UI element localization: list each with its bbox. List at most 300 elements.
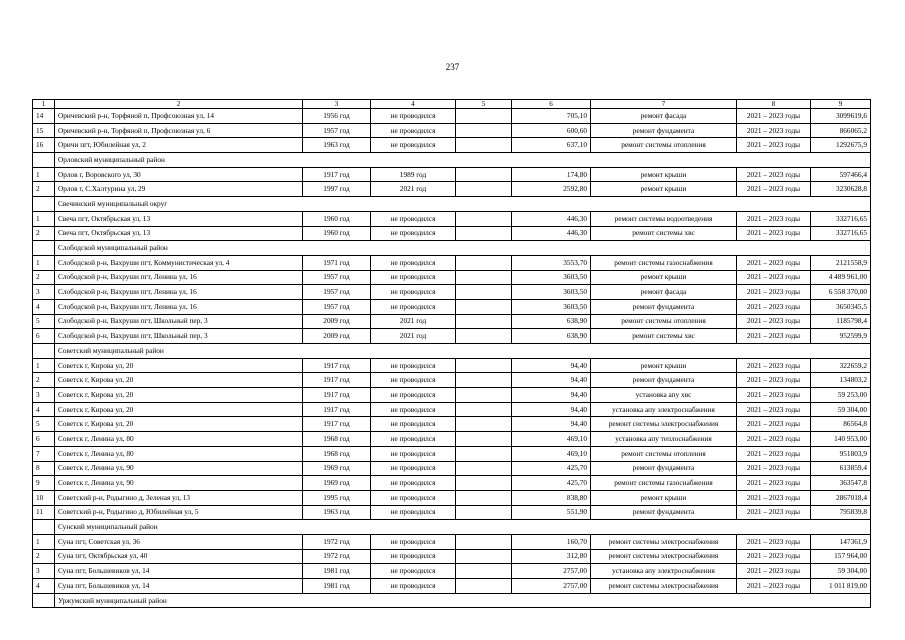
table-row	[33, 138, 871, 153]
address-cell: Суна пгт, Большевиков ул, 14	[55, 564, 303, 579]
last-overhaul-cell: не проводился	[371, 579, 456, 594]
last-overhaul-cell: не проводился	[371, 402, 456, 417]
section-title: Свечинский муниципальный округ	[55, 197, 871, 212]
work-type-cell: ремонт системы электроснабжения	[591, 549, 737, 564]
period-cell: 2021 – 2023 годы	[737, 564, 811, 579]
last-overhaul-cell: не проводился	[371, 534, 456, 549]
period-cell: 2021 – 2023 годы	[737, 490, 811, 505]
area-cell: 2757,00	[512, 564, 591, 579]
section-row	[33, 593, 871, 608]
row-number: 2	[33, 270, 55, 285]
section-title: Слободской муниципальный район	[55, 241, 871, 256]
empty-cell	[456, 329, 512, 344]
table-row	[33, 285, 871, 300]
cost-cell: 866065,2	[811, 123, 871, 138]
year-built-cell: 1972 год	[303, 549, 371, 564]
work-type-cell: ремонт системы электроснабжения	[591, 534, 737, 549]
cost-cell: 134803,2	[811, 373, 871, 388]
address-cell: Орлов г, С.Халтурина ул, 29	[55, 182, 303, 197]
last-overhaul-cell: не проводился	[371, 270, 456, 285]
area-cell: 425,70	[512, 476, 591, 491]
address-cell: Слободской р-н, Вахруши пгт, Коммунистическая ул, 4	[55, 255, 303, 270]
row-number: 4	[33, 402, 55, 417]
table-row	[33, 476, 871, 491]
cost-cell: 59 304,00	[811, 564, 871, 579]
empty-cell	[456, 461, 512, 476]
section-blank-cell	[33, 241, 55, 256]
area-cell: 94,40	[512, 388, 591, 403]
year-built-cell: 1960 год	[303, 211, 371, 226]
table-row	[33, 255, 871, 270]
address-cell: Советск г, Кирова ул, 20	[55, 388, 303, 403]
address-cell: Советск г, Ленина ул, 90	[55, 461, 303, 476]
table-row	[33, 211, 871, 226]
row-number: 10	[33, 490, 55, 505]
period-cell: 2021 – 2023 годы	[737, 226, 811, 241]
address-cell: Советск г, Кирова ул, 20	[55, 358, 303, 373]
period-cell: 2021 – 2023 годы	[737, 138, 811, 153]
page-number: 237	[445, 62, 460, 72]
table-row	[33, 461, 871, 476]
year-built-cell: 1971 год	[303, 255, 371, 270]
table-row	[33, 167, 871, 182]
last-overhaul-cell: не проводился	[371, 123, 456, 138]
year-built-cell: 1969 год	[303, 476, 371, 491]
cost-cell: 6 558 370,00	[811, 285, 871, 300]
period-cell: 2021 – 2023 годы	[737, 329, 811, 344]
row-number: 2	[33, 373, 55, 388]
year-built-cell: 1917 год	[303, 373, 371, 388]
area-cell: 94,40	[512, 417, 591, 432]
cost-cell: 140 953,00	[811, 432, 871, 447]
work-type-cell: ремонт фундамента	[591, 461, 737, 476]
last-overhaul-cell: не проводился	[371, 476, 456, 491]
year-built-cell: 1957 год	[303, 270, 371, 285]
address-cell: Советск г, Кирова ул, 20	[55, 402, 303, 417]
table-row	[33, 564, 871, 579]
section-title: Орловский муниципальный район	[55, 153, 871, 168]
row-number: 4	[33, 299, 55, 314]
row-number: 3	[33, 388, 55, 403]
period-cell: 2021 – 2023 годы	[737, 461, 811, 476]
period-cell: 2021 – 2023 годы	[737, 402, 811, 417]
section-row	[33, 153, 871, 168]
year-built-cell: 2009 год	[303, 329, 371, 344]
empty-cell	[456, 270, 512, 285]
column-number: 1	[33, 100, 55, 109]
cost-cell: 3230628,8	[811, 182, 871, 197]
work-type-cell: ремонт системы отопления	[591, 446, 737, 461]
column-number: 6	[512, 100, 591, 109]
cost-cell: 322659,2	[811, 358, 871, 373]
empty-cell	[456, 373, 512, 388]
cost-cell: 1 011 819,00	[811, 579, 871, 594]
section-row	[33, 241, 871, 256]
cost-cell: 3099619,6	[811, 109, 871, 124]
empty-cell	[456, 123, 512, 138]
last-overhaul-cell: не проводился	[371, 285, 456, 300]
address-cell: Советский р-н, Родыгино д, Юбилейная ул, 5	[55, 505, 303, 520]
empty-cell	[456, 388, 512, 403]
table-row	[33, 505, 871, 520]
area-cell: 2757,00	[512, 579, 591, 594]
area-cell: 3603,50	[512, 285, 591, 300]
table-row	[33, 299, 871, 314]
section-blank-cell	[33, 520, 55, 535]
empty-cell	[456, 299, 512, 314]
year-built-cell: 1957 год	[303, 123, 371, 138]
row-number: 5	[33, 417, 55, 432]
work-type-cell: ремонт крыши	[591, 270, 737, 285]
last-overhaul-cell: не проводился	[371, 388, 456, 403]
year-built-cell: 1957 год	[303, 299, 371, 314]
empty-cell	[456, 549, 512, 564]
cost-cell: 3650345,5	[811, 299, 871, 314]
area-cell: 94,40	[512, 402, 591, 417]
last-overhaul-cell: 2021 год	[371, 314, 456, 329]
last-overhaul-cell: не проводился	[371, 358, 456, 373]
column-number: 3	[303, 100, 371, 109]
period-cell: 2021 – 2023 годы	[737, 446, 811, 461]
section-blank-cell	[33, 593, 55, 608]
area-cell: 705,10	[512, 109, 591, 124]
section-title: Уржумский муниципальный район	[55, 593, 871, 608]
period-cell: 2021 – 2023 годы	[737, 579, 811, 594]
last-overhaul-cell: не проводился	[371, 373, 456, 388]
area-cell: 174,80	[512, 167, 591, 182]
cost-cell: 332716,65	[811, 211, 871, 226]
year-built-cell: 1969 год	[303, 461, 371, 476]
last-overhaul-cell: не проводился	[371, 109, 456, 124]
table-row	[33, 579, 871, 594]
table-row	[33, 314, 871, 329]
address-cell: Советск г, Ленина ул, 80	[55, 446, 303, 461]
section-row	[33, 344, 871, 359]
table-row	[33, 446, 871, 461]
row-number: 1	[33, 167, 55, 182]
table-row	[33, 329, 871, 344]
area-cell: 2592,80	[512, 182, 591, 197]
work-type-cell: установка апу хвс	[591, 388, 737, 403]
work-type-cell: ремонт фундамента	[591, 505, 737, 520]
section-blank-cell	[33, 153, 55, 168]
section-blank-cell	[33, 344, 55, 359]
work-type-cell: ремонт фундамента	[591, 299, 737, 314]
work-type-cell: ремонт крыши	[591, 182, 737, 197]
year-built-cell: 1960 год	[303, 226, 371, 241]
period-cell: 2021 – 2023 годы	[737, 211, 811, 226]
row-number: 1	[33, 358, 55, 373]
area-cell: 94,40	[512, 373, 591, 388]
area-cell: 425,70	[512, 461, 591, 476]
period-cell: 2021 – 2023 годы	[737, 123, 811, 138]
work-type-cell: ремонт системы отопления	[591, 314, 737, 329]
address-cell: Советск г, Ленина ул, 80	[55, 432, 303, 447]
year-built-cell: 1917 год	[303, 402, 371, 417]
last-overhaul-cell: не проводился	[371, 549, 456, 564]
address-cell: Советский р-н, Родыгино д, Зеленая ул, 13	[55, 490, 303, 505]
table-row	[33, 490, 871, 505]
work-type-cell: ремонт фундамента	[591, 123, 737, 138]
last-overhaul-cell: 1989 год	[371, 167, 456, 182]
cost-cell: 951803,9	[811, 446, 871, 461]
empty-cell	[456, 358, 512, 373]
last-overhaul-cell: не проводился	[371, 505, 456, 520]
year-built-cell: 1917 год	[303, 417, 371, 432]
year-built-cell: 1963 год	[303, 505, 371, 520]
section-row	[33, 520, 871, 535]
area-cell: 838,80	[512, 490, 591, 505]
empty-cell	[456, 432, 512, 447]
period-cell: 2021 – 2023 годы	[737, 255, 811, 270]
row-number: 2	[33, 182, 55, 197]
address-cell: Орлов г, Воровского ул, 30	[55, 167, 303, 182]
table-row	[33, 373, 871, 388]
work-type-cell: установка апу теплоснабжения	[591, 432, 737, 447]
empty-cell	[456, 534, 512, 549]
housing-repair-table	[32, 99, 871, 608]
work-type-cell: ремонт фасада	[591, 285, 737, 300]
cost-cell: 2867018,4	[811, 490, 871, 505]
last-overhaul-cell: не проводился	[371, 299, 456, 314]
work-type-cell: ремонт фундамента	[591, 373, 737, 388]
last-overhaul-cell: не проводился	[371, 461, 456, 476]
area-cell: 638,90	[512, 329, 591, 344]
work-type-cell: ремонт системы отопления	[591, 138, 737, 153]
row-number: 1	[33, 211, 55, 226]
row-number: 2	[33, 226, 55, 241]
year-built-cell: 1968 год	[303, 446, 371, 461]
period-cell: 2021 – 2023 годы	[737, 299, 811, 314]
last-overhaul-cell: 2021 год	[371, 329, 456, 344]
table-row	[33, 270, 871, 285]
cost-cell: 613859,4	[811, 461, 871, 476]
address-cell: Слободской р-н, Вахруши пгт, Ленина ул, 16	[55, 270, 303, 285]
section-row	[33, 197, 871, 212]
row-number: 1	[33, 534, 55, 549]
empty-cell	[456, 314, 512, 329]
address-cell: Слободской р-н, Вахруши пгт, Ленина ул, 16	[55, 299, 303, 314]
column-number: 8	[737, 100, 811, 109]
table-row	[33, 432, 871, 447]
empty-cell	[456, 285, 512, 300]
cost-cell: 1185798,4	[811, 314, 871, 329]
work-type-cell: ремонт системы электроснабжения	[591, 579, 737, 594]
last-overhaul-cell: не проводился	[371, 432, 456, 447]
cost-cell: 363547,8	[811, 476, 871, 491]
work-type-cell: установка апу электроснабжения	[591, 564, 737, 579]
year-built-cell: 1956 год	[303, 109, 371, 124]
empty-cell	[456, 476, 512, 491]
cost-cell: 795839,8	[811, 505, 871, 520]
last-overhaul-cell: не проводился	[371, 490, 456, 505]
address-cell: Оричи пгт, Юбилейная ул, 2	[55, 138, 303, 153]
address-cell: Свеча пгт, Октябрьская ул, 13	[55, 226, 303, 241]
column-number-row	[33, 100, 871, 109]
address-cell: Оричевский р-н, Торфяной п, Профсоюзная ул, 14	[55, 109, 303, 124]
last-overhaul-cell: не проводился	[371, 226, 456, 241]
year-built-cell: 1968 год	[303, 432, 371, 447]
section-blank-cell	[33, 197, 55, 212]
work-type-cell: ремонт системы водоотведения	[591, 211, 737, 226]
table-row	[33, 182, 871, 197]
work-type-cell: ремонт крыши	[591, 490, 737, 505]
year-built-cell: 1972 год	[303, 534, 371, 549]
period-cell: 2021 – 2023 годы	[737, 388, 811, 403]
empty-cell	[456, 167, 512, 182]
period-cell: 2021 – 2023 годы	[737, 358, 811, 373]
area-cell: 312,80	[512, 549, 591, 564]
period-cell: 2021 – 2023 годы	[737, 549, 811, 564]
empty-cell	[456, 211, 512, 226]
table-row	[33, 358, 871, 373]
period-cell: 2021 – 2023 годы	[737, 505, 811, 520]
cost-cell: 952599,9	[811, 329, 871, 344]
cost-cell: 2121558,9	[811, 255, 871, 270]
period-cell: 2021 – 2023 годы	[737, 270, 811, 285]
address-cell: Слободской р-н, Вахруши пгт, Школьный пер, 3	[55, 329, 303, 344]
table-row	[33, 549, 871, 564]
area-cell: 600,60	[512, 123, 591, 138]
cost-cell: 86564,8	[811, 417, 871, 432]
period-cell: 2021 – 2023 годы	[737, 534, 811, 549]
last-overhaul-cell: 2021 год	[371, 182, 456, 197]
empty-cell	[456, 182, 512, 197]
work-type-cell: ремонт крыши	[591, 167, 737, 182]
empty-cell	[456, 505, 512, 520]
area-cell: 638,90	[512, 314, 591, 329]
last-overhaul-cell: не проводился	[371, 255, 456, 270]
area-cell: 94,40	[512, 358, 591, 373]
empty-cell	[456, 417, 512, 432]
empty-cell	[456, 446, 512, 461]
address-cell: Советск г, Ленина ул, 90	[55, 476, 303, 491]
empty-cell	[456, 564, 512, 579]
period-cell: 2021 – 2023 годы	[737, 432, 811, 447]
column-number: 7	[591, 100, 737, 109]
address-cell: Слободской р-н, Вахруши пгт, Ленина ул, 16	[55, 285, 303, 300]
year-built-cell: 1981 год	[303, 579, 371, 594]
area-cell: 469,10	[512, 432, 591, 447]
work-type-cell: ремонт системы электроснабжения	[591, 417, 737, 432]
table-row	[33, 109, 871, 124]
table-row	[33, 402, 871, 417]
row-number: 9	[33, 476, 55, 491]
table-row	[33, 123, 871, 138]
table-row	[33, 417, 871, 432]
row-number: 6	[33, 432, 55, 447]
address-cell: Суна пгт, Большевиков ул, 14	[55, 579, 303, 594]
cost-cell: 332716,65	[811, 226, 871, 241]
empty-cell	[456, 226, 512, 241]
year-built-cell: 1997 год	[303, 182, 371, 197]
area-cell: 469,10	[512, 446, 591, 461]
last-overhaul-cell: не проводился	[371, 138, 456, 153]
table-body	[33, 100, 871, 608]
column-number: 5	[456, 100, 512, 109]
area-cell: 160,70	[512, 534, 591, 549]
column-number: 2	[55, 100, 303, 109]
section-title: Сунский муниципальный район	[55, 520, 871, 535]
row-number: 6	[33, 329, 55, 344]
row-number: 16	[33, 138, 55, 153]
address-cell: Свеча пгт, Октябрьская ул, 13	[55, 211, 303, 226]
address-cell: Советск г, Кирова ул, 20	[55, 373, 303, 388]
last-overhaul-cell: не проводился	[371, 417, 456, 432]
work-type-cell: ремонт фасада	[591, 109, 737, 124]
year-built-cell: 1957 год	[303, 285, 371, 300]
period-cell: 2021 – 2023 годы	[737, 167, 811, 182]
area-cell: 3553,70	[512, 255, 591, 270]
empty-cell	[456, 138, 512, 153]
area-cell: 446,30	[512, 211, 591, 226]
address-cell: Советск г, Кирова ул, 20	[55, 417, 303, 432]
last-overhaul-cell: не проводился	[371, 211, 456, 226]
cost-cell: 59 304,00	[811, 402, 871, 417]
empty-cell	[456, 109, 512, 124]
period-cell: 2021 – 2023 годы	[737, 109, 811, 124]
cost-cell: 59 253,00	[811, 388, 871, 403]
row-number: 15	[33, 123, 55, 138]
row-number: 3	[33, 564, 55, 579]
year-built-cell: 1995 год	[303, 490, 371, 505]
work-type-cell: установка апу электроснабжения	[591, 402, 737, 417]
row-number: 2	[33, 549, 55, 564]
last-overhaul-cell: не проводился	[371, 446, 456, 461]
cost-cell: 1292675,9	[811, 138, 871, 153]
period-cell: 2021 – 2023 годы	[737, 285, 811, 300]
table-row	[33, 388, 871, 403]
work-type-cell: ремонт системы газоснабжения	[591, 255, 737, 270]
address-cell: Суна пгт, Советская ул, 36	[55, 534, 303, 549]
row-number: 5	[33, 314, 55, 329]
row-number: 7	[33, 446, 55, 461]
empty-cell	[456, 402, 512, 417]
year-built-cell: 2009 год	[303, 314, 371, 329]
work-type-cell: ремонт системы хвс	[591, 329, 737, 344]
cost-cell: 147361,9	[811, 534, 871, 549]
column-number: 4	[371, 100, 456, 109]
area-cell: 637,10	[512, 138, 591, 153]
empty-cell	[456, 579, 512, 594]
row-number: 1	[33, 255, 55, 270]
address-cell: Оричевский р-н, Торфяной п, Профсоюзная ул, 6	[55, 123, 303, 138]
address-cell: Суна пгт, Октябрьская ул, 40	[55, 549, 303, 564]
empty-cell	[456, 255, 512, 270]
work-type-cell: ремонт системы газоснабжения	[591, 476, 737, 491]
period-cell: 2021 – 2023 годы	[737, 182, 811, 197]
section-title: Советский муниципальный район	[55, 344, 871, 359]
area-cell: 3603,50	[512, 299, 591, 314]
period-cell: 2021 – 2023 годы	[737, 314, 811, 329]
work-type-cell: ремонт крыши	[591, 358, 737, 373]
area-cell: 446,30	[512, 226, 591, 241]
area-cell: 551,90	[512, 505, 591, 520]
cost-cell: 597466,4	[811, 167, 871, 182]
row-number: 11	[33, 505, 55, 520]
table-row	[33, 226, 871, 241]
row-number: 4	[33, 579, 55, 594]
cost-cell: 4 489 961,00	[811, 270, 871, 285]
table-row	[33, 534, 871, 549]
year-built-cell: 1981 год	[303, 564, 371, 579]
period-cell: 2021 – 2023 годы	[737, 373, 811, 388]
year-built-cell: 1963 год	[303, 138, 371, 153]
area-cell: 3603,50	[512, 270, 591, 285]
address-cell: Слободской р-н, Вахруши пгт, Школьный пер, 3	[55, 314, 303, 329]
row-number: 8	[33, 461, 55, 476]
year-built-cell: 1917 год	[303, 167, 371, 182]
